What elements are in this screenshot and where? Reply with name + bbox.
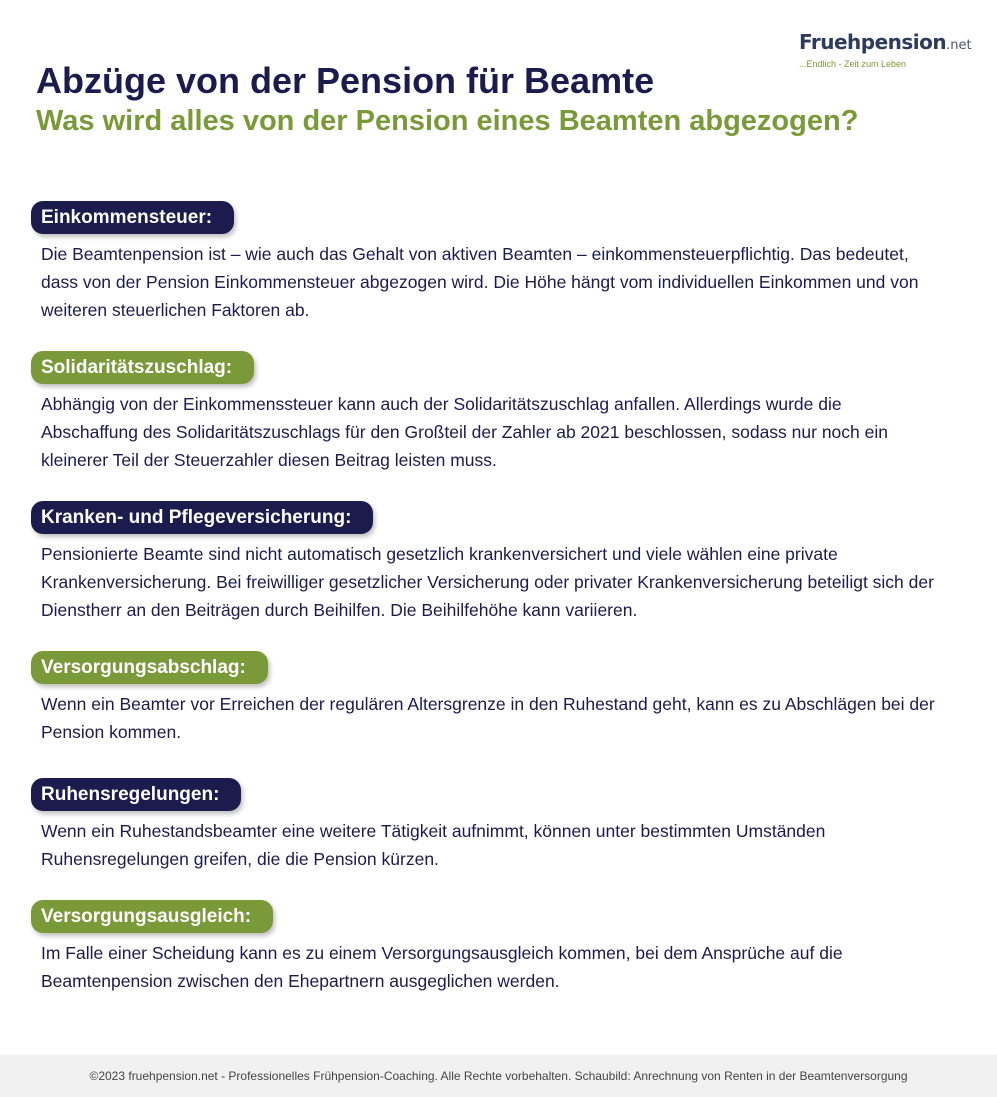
section-text: Im Falle einer Scheidung kann es zu einem Versorgungsausgleich kommen, bei dem Ansprüche auf die Beamtenpension zwischen den Ehepartnern ausgeglichen werden. (41, 943, 843, 991)
section-text: Pensionierte Beamte sind nicht automatisch gesetzlich krankenversichert und viele wählen eine private Krankenversicherung. Bei freiwilliger gesetzlicher Versicherung oder privater Krankenversicherung beteiligt sich der Dienstherr an den Beiträgen durch Beihilfen. Die Beihilfehöhe kann variieren. (41, 544, 934, 620)
page-subtitle: Was wird alles von der Pension eines Beamten abgezogen? (36, 105, 859, 137)
section-text: Wenn ein Ruhestandsbeamter eine weitere Tätigkeit aufnimmt, können unter bestimmten Umständen Ruhensregelungen greifen, die die Pension kürzen. (41, 821, 826, 869)
section-versorgungsabschlag (31, 651, 951, 746)
section-text: Wenn ein Beamter vor Erreichen der regulären Altersgrenze in den Ruhestand geht, kann es zu Abschlägen bei der Pension kommen. (41, 694, 935, 742)
footer-copyright: ©2023 fruehpension.net - Professionelles Frühpension-Coaching. Alle Rechte vorbehalten. Schaubild: Anrechnung von Renten in der Beamtenversorgung (0, 1055, 997, 1097)
section-heading: Einkommensteuer: (31, 201, 234, 234)
section-text: Abhängig von der Einkommenssteuer kann auch der Solidaritätszuschlag anfallen. Allerdings wurde die Abschaffung des Solidaritätszuschlags für den Großteil der Zahler ab 2021 beschlossen, sodass nur noch ein kleinerer Teil der Steuerzahler diesen Beitrag leisten muss. (41, 394, 888, 470)
section-solidaritaetszuschlag (31, 351, 951, 474)
section-kranken-pflegeversicherung (31, 501, 951, 624)
section-heading: Kranken- und Pflegeversicherung: (31, 501, 373, 534)
section-ruhensregelungen (31, 778, 951, 873)
section-einkommensteuer (31, 201, 951, 324)
deductions-list (31, 201, 951, 1022)
section-text: Die Beamtenpension ist – wie auch das Gehalt von aktiven Beamten – einkommensteuerpflichtig. Das bedeutet, dass von der Pension Einkommensteuer abgezogen wird. Die Höhe hängt vom individuellen Einkommen und von weiteren steuerlichen Faktoren ab. (41, 244, 919, 320)
section-heading: Versorgungsausgleich: (31, 900, 273, 933)
logo-tld: .net (946, 38, 972, 53)
section-heading: Versorgungsabschlag: (31, 651, 268, 684)
brand-logo[interactable] (799, 30, 979, 70)
logo-name: Fruehpension (799, 30, 947, 54)
section-heading: Solidaritätszuschlag: (31, 351, 254, 384)
page-title: Abzüge von der Pension für Beamte (36, 60, 655, 101)
section-versorgungsausgleich (31, 900, 951, 995)
logo-wordmark (799, 30, 979, 58)
section-heading: Ruhensregelungen: (31, 778, 241, 811)
logo-tagline: ...Endlich - Zeit zum Leben (799, 59, 907, 69)
